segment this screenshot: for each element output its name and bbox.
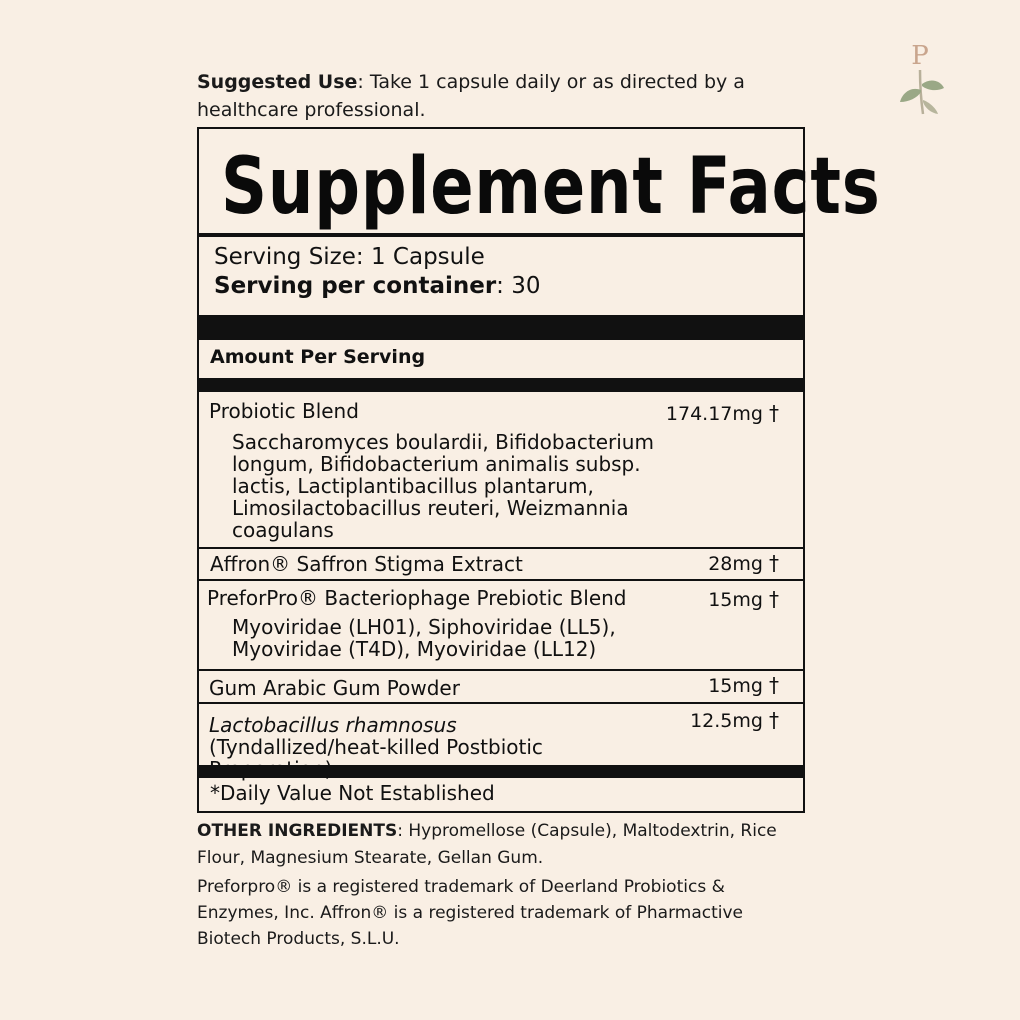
- ingredient-amount: 15mg †: [708, 673, 779, 697]
- ingredient-name: Gum Arabic Gum Powder: [209, 676, 460, 700]
- serving-info: [214, 243, 541, 301]
- ingredient-amount: 174.17mg †: [665, 401, 779, 425]
- logo-letter: P: [911, 41, 929, 71]
- thick-divider: [199, 765, 803, 778]
- serving-size: Serving Size: 1 Capsule: [214, 244, 485, 270]
- trademark-note: Preforpro® is a registered trademark of Deerland Probiotics & Enzymes, Inc. Affron® is a registered trademark of Pharmactive Biotech Products, S.L.U.: [197, 877, 744, 949]
- ingredient-name: Probiotic Blend: [209, 399, 359, 423]
- daily-value-note: *Daily Value Not Established: [210, 781, 495, 805]
- suggested-use-text: : Take 1 capsule daily or as directed by a healthcare professional.: [197, 71, 745, 121]
- divider: [199, 547, 803, 549]
- ingredient-subitems: Myoviridae (LH01), Siphoviridae (LL5), Myoviridae (T4D), Myoviridae (LL12): [232, 615, 616, 661]
- supplement-facts-panel: [197, 127, 881, 813]
- ingredient-amount: 12.5mg †: [690, 708, 779, 732]
- suggested-use: [197, 68, 797, 124]
- servings-per-container: Serving per container: 30: [214, 273, 541, 299]
- thick-divider: [199, 315, 803, 340]
- amount-per-serving-header: Amount Per Serving: [210, 346, 426, 368]
- thick-divider: [199, 378, 803, 392]
- ingredient-subitems: Saccharomyces boulardii, Bifidobacterium longum, Bifidobacterium animalis subsp. lactis, Lactiplantibacillus plantarum, Limosilactobacillus reuteri, Weizmannia coagulans: [232, 430, 654, 542]
- divider: [199, 669, 803, 671]
- suggested-use-label: Suggested Use: [197, 71, 358, 93]
- divider: [199, 702, 803, 704]
- ingredient-amount: 15mg †: [708, 587, 779, 611]
- other-ingredients: [197, 818, 807, 952]
- divider: [199, 233, 803, 237]
- ingredient-name: Lactobacillus rhamnosus (Tyndallized/heat-killed Postbiotic: [209, 713, 543, 759]
- ingredient-name: Affron® Saffron Stigma Extract: [210, 552, 523, 576]
- divider: [199, 579, 803, 581]
- ingredient-name: PreforPro® Bacteriophage Prebiotic Blend: [207, 586, 627, 610]
- panel-title: Supplement Facts: [221, 142, 881, 232]
- brand-logo-icon: [896, 40, 948, 120]
- ingredient-amount: 28mg †: [708, 551, 779, 575]
- other-ingredients-line: OTHER INGREDIENTS: Hypromellose (Capsule), Maltodextrin, Rice Flour, Magnesium Stearate, Gellan Gum.: [197, 821, 777, 868]
